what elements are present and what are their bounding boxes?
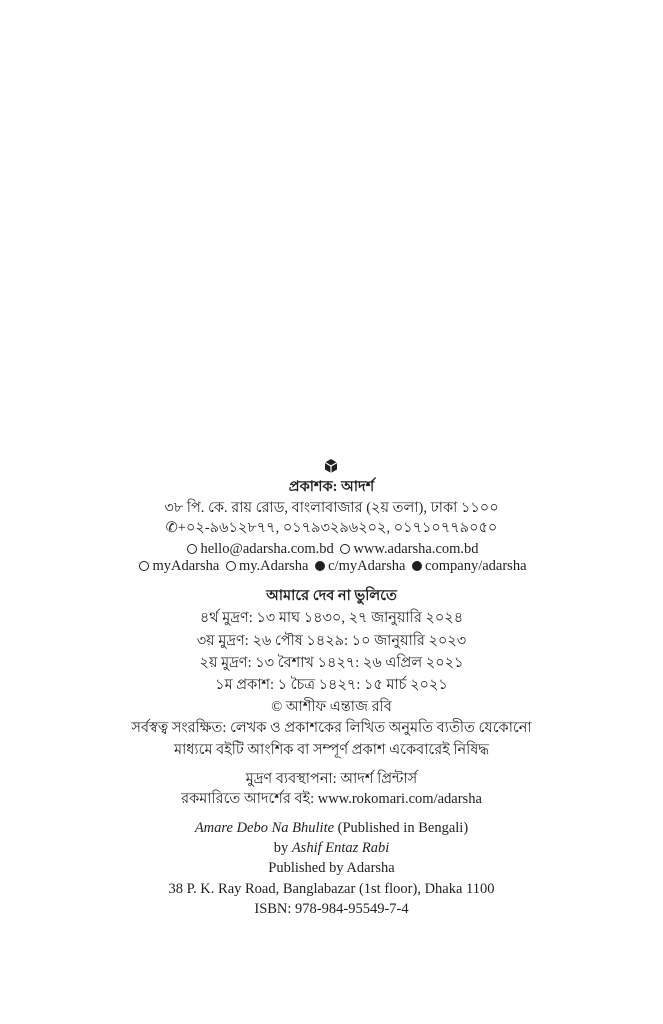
phone-numbers: +০২-৯৬১২৮৭৭, ০১৭৯৩২৯৬২০২, ০১৭১০৭৭৯০৫০	[177, 520, 498, 536]
social-line	[0, 557, 663, 575]
book-title: আমারে দেব না ভুলিতে	[266, 588, 397, 604]
youtube-handle: c/myAdarsha	[328, 558, 406, 574]
contact-line	[0, 540, 663, 558]
edition-1: ১ম প্রকাশ: ১ চৈত্র ১৪২৭: ১৫ মার্চ ২০২১	[215, 677, 448, 693]
rokomari-line: রকমারিতে আদর্শের বই: www.rokomari.com/adarsha	[181, 791, 482, 807]
copyright: © আশীফ এন্তাজ রবি	[271, 699, 392, 715]
english-author-line	[0, 839, 663, 857]
english-author: Ashif Entaz Rabi	[291, 840, 390, 856]
linkedin-icon	[412, 561, 422, 571]
linkedin-handle: company/adarsha	[425, 558, 527, 574]
edition-3: ৩য় মুদ্রণ: ২৬ পৌষ ১৪২৯: ১০ জানুয়ারি ২০২৩	[196, 633, 467, 649]
rights-line-2: মাধ্যমে বইটি আংশিক বা সম্পূর্ণ প্রকাশ একেবারেই নিষিদ্ধ	[174, 742, 489, 758]
publisher-line	[0, 478, 663, 496]
printing-management: মুদ্রণ ব্যবস্থাপনা: আদর্শ প্রিন্টার্স	[245, 771, 418, 787]
youtube-icon	[315, 561, 325, 571]
publisher-name: আদর্শ	[341, 479, 375, 495]
rights-line-1: সর্বস্বত্ব সংরক্ষিত: লেখক ও প্রকাশকের লিখিত অনুমতি ব্যতীত যেকোনো	[131, 720, 532, 736]
publisher-logo-icon	[324, 459, 338, 473]
by-label: by	[273, 840, 292, 856]
publisher-address: ৩৮ পি. কে. রায় রোড, বাংলাবাজার (২য় তলা), ঢাকা ১১০০	[164, 500, 499, 516]
email-icon	[187, 544, 197, 554]
published-in: (Published in Bengali)	[334, 820, 469, 836]
facebook-handle: myAdarsha	[152, 558, 220, 574]
instagram-handle: my.Adarsha	[238, 558, 309, 574]
publisher-phones	[0, 519, 663, 537]
facebook-icon	[139, 561, 149, 571]
published-by: Published by Adarsha	[268, 860, 395, 876]
edition-2: ২য় মুদ্রণ: ১৩ বৈশাখ ১৪২৭: ২৬ এপ্রিল ২০২১	[199, 655, 464, 671]
english-address: 38 P. K. Ray Road, Banglabazar (1st floor), Dhaka 1100	[168, 881, 495, 897]
edition-4: ৪র্থ মুদ্রণ: ১৩ মাঘ ১৪৩০, ২৭ জানুয়ারি ২০২৪	[199, 610, 464, 626]
instagram-icon	[226, 561, 236, 571]
publisher-label: প্রকাশক:	[288, 479, 338, 495]
email-link[interactable]: hello@adarsha.com.bd	[200, 541, 334, 557]
english-title: Amare Debo Na Bhulite	[194, 820, 335, 836]
phone-icon: ✆	[165, 520, 178, 536]
globe-icon	[340, 544, 350, 554]
website-link[interactable]: www.adarsha.com.bd	[353, 541, 479, 557]
isbn: ISBN: 978-984-95549-7-4	[254, 901, 409, 917]
english-title-line	[0, 819, 663, 837]
